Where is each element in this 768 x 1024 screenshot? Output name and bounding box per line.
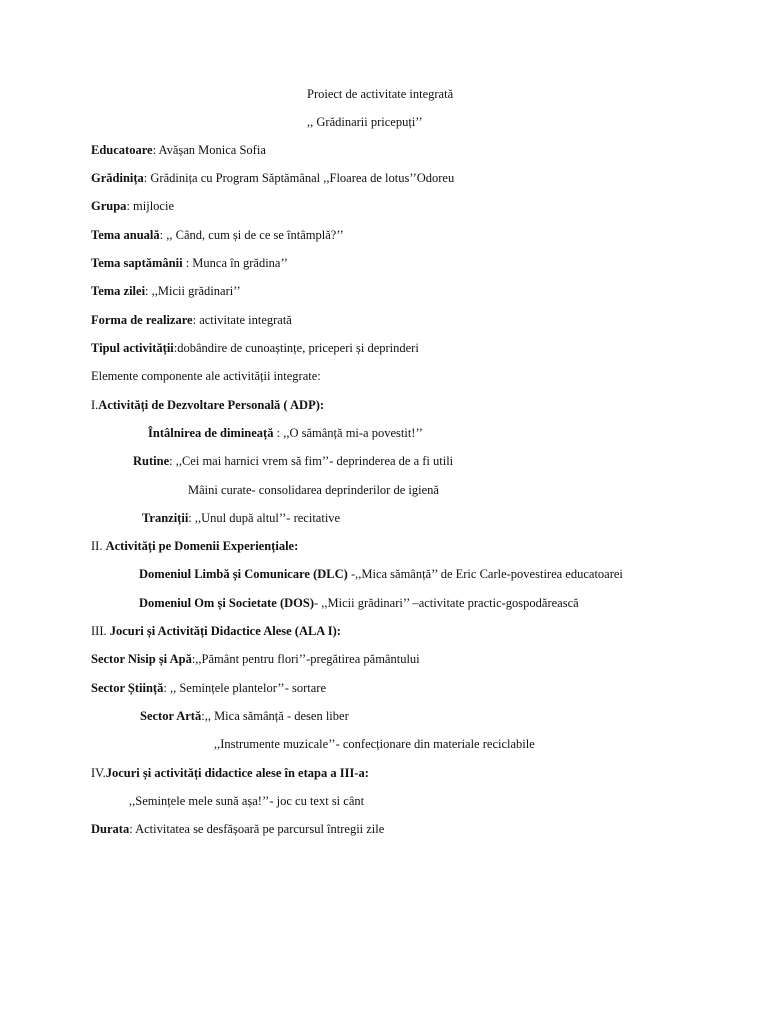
section-1-prefix: I. (91, 398, 99, 412)
gradinita-line (91, 170, 454, 186)
section-3-label: Jocuri și Activități Didactice Alese (ALA I): (109, 624, 341, 638)
section-4-label: Jocuri și activități didactice alese în etapa a III-a: (105, 766, 369, 780)
forma-label: Forma de realizare (91, 313, 193, 327)
rutine-line (133, 453, 453, 469)
intalnirea-label: Întâlnirea de dimineață (148, 426, 274, 440)
dos-value: - ,,Micii grădinari’’ –activitate practic-gospodărească (313, 596, 579, 610)
forma-value: : activitate integrată (192, 313, 292, 327)
instrumente-line: ,,Instrumente muzicale’’- confecționare din materiale reciclabile (214, 737, 535, 751)
tema-anuala-value: : ,, Când, cum și de ce se întâmplă?’’ (159, 228, 344, 242)
intalnirea-line (148, 425, 423, 441)
section-4-prefix: IV. (91, 766, 106, 780)
dlc-value: -,,Mica sămânță’’ de Eric Carle-povestirea educatoarei (347, 567, 623, 581)
tema-saptamanii-label: Tema saptămânii (91, 256, 183, 270)
sector-stiinta-value: : ,, Semințele plantelor’’- sortare (163, 681, 327, 695)
tranzitii-line (142, 510, 340, 526)
tema-zilei-value: : ,,Micii grădinari’’ (145, 284, 241, 298)
durata-line (91, 821, 384, 837)
tema-zilei-label: Tema zilei (91, 284, 146, 298)
rutine-label: Rutine (133, 454, 170, 468)
sector-stiinta-label: Sector Știință (91, 681, 164, 695)
dos-line (139, 595, 579, 611)
section-3-prefix: III. (91, 624, 110, 638)
section-4-heading (91, 765, 369, 781)
sector-nisip-line (91, 651, 420, 667)
tipul-value: :dobândire de cunoaștințe, priceperi și deprinderi (173, 341, 419, 355)
seminte-line: ,,Semințele mele sună așa!’’- joc cu text si cânt (129, 794, 365, 808)
tipul-label: Tipul activității (91, 341, 174, 355)
section-3-heading (91, 623, 341, 639)
durata-value: : Activitatea se desfășoară pe parcursul întregii zile (129, 822, 385, 836)
section-2-heading (91, 538, 298, 554)
section-1-heading (91, 397, 324, 413)
sector-arta-label: Sector Artă (140, 709, 202, 723)
tranzitii-label: Tranziții (142, 511, 189, 525)
tranzitii-value: : ,,Unul după altul’’- recitative (188, 511, 341, 525)
intalnirea-value: : ,,O sămânță mi-a povestit!’’ (273, 426, 423, 440)
section-2-prefix: II. (91, 539, 106, 553)
durata-label: Durata (91, 822, 130, 836)
tema-anuala-line (91, 227, 344, 243)
sector-arta-value: :,, Mica sămânță - desen liber (201, 709, 349, 723)
tema-saptamanii-line (91, 255, 288, 271)
educatoare-value: : Avășan Monica Sofia (152, 143, 266, 157)
educatoare-line (91, 142, 266, 158)
sector-stiinta-line (91, 680, 326, 696)
section-2-label: Activități pe Domenii Experiențiale: (105, 539, 299, 553)
forma-line (91, 312, 292, 328)
dlc-line (139, 566, 623, 582)
grupa-value: : mijlocie (126, 199, 174, 213)
project-subtitle: ,, Grădinarii pricepuți’’ (307, 115, 423, 129)
section-1-label: Activități de Dezvoltare Personală ( ADP): (98, 398, 325, 412)
dos-label: Domeniul Om și Societate (DOS) (139, 596, 314, 610)
tema-anuala-label: Tema anuală (91, 228, 160, 242)
dlc-label: Domeniul Limbă și Comunicare (DLC) (139, 567, 348, 581)
gradinita-label: Grădinița (91, 171, 144, 185)
tema-zilei-line (91, 283, 241, 299)
sector-arta-line (140, 708, 349, 724)
sector-nisip-value: :,,Pământ pentru flori’’-pregătirea pământului (191, 652, 420, 666)
sector-nisip-label: Sector Nisip și Apă (91, 652, 192, 666)
tema-saptamanii-value: : Munca în grădina’’ (182, 256, 288, 270)
maini-curate-line: Mâini curate- consolidarea deprinderilor de igienă (188, 483, 439, 497)
grupa-label: Grupa (91, 199, 127, 213)
document-title: Proiect de activitate integrată (307, 87, 454, 101)
gradinita-value: : Grădinița cu Program Săptămânal ,,Floarea de lotus’’Odoreu (143, 171, 455, 185)
elemente-line: Elemente componente ale activității integrate: (91, 369, 321, 383)
tipul-line (91, 340, 419, 356)
educatoare-label: Educatoare (91, 143, 153, 157)
grupa-line (91, 198, 174, 214)
rutine-value: : ,,Cei mai harnici vrem să fim’’- deprinderea de a fi utili (169, 454, 454, 468)
